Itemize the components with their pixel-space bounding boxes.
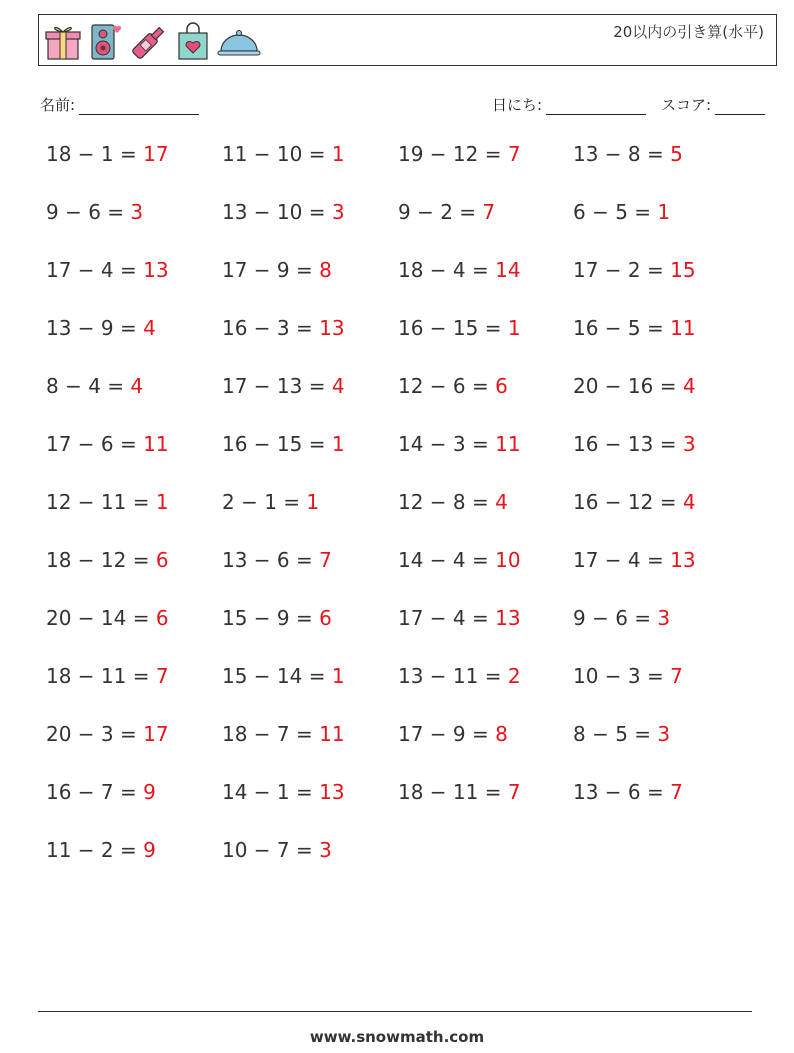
problem-item bbox=[398, 258, 521, 282]
problem-answer: 4 bbox=[143, 316, 156, 340]
problem-expression: 2 − 1 = bbox=[222, 490, 307, 514]
problem-item bbox=[573, 722, 670, 746]
problem-answer: 11 bbox=[319, 722, 345, 746]
problem-item bbox=[46, 780, 156, 804]
problem-item bbox=[222, 664, 345, 688]
problem-expression: 16 − 15 = bbox=[222, 432, 332, 456]
problem-answer: 2 bbox=[507, 664, 521, 688]
problem-expression: 13 − 11 = bbox=[398, 664, 508, 688]
problem-item bbox=[573, 200, 670, 224]
problem-item bbox=[46, 722, 169, 746]
problem-item bbox=[222, 316, 345, 340]
problem-expression: 14 − 1 = bbox=[222, 780, 320, 804]
problem-expression: 11 − 2 = bbox=[46, 838, 144, 862]
problem-answer: 3 bbox=[657, 606, 671, 630]
problem-answer: 4 bbox=[682, 490, 696, 514]
shopping-bag-icon bbox=[176, 21, 210, 61]
problem-item bbox=[46, 316, 156, 340]
problem-expression: 9 − 2 = bbox=[398, 200, 483, 224]
score-field[interactable] bbox=[661, 94, 765, 115]
problem-answer: 3 bbox=[331, 200, 345, 224]
problem-answer: 8 bbox=[495, 722, 508, 746]
problem-item bbox=[222, 200, 345, 224]
problem-item bbox=[398, 606, 521, 630]
gift-icon bbox=[44, 21, 82, 61]
problem-answer: 13 bbox=[319, 316, 345, 340]
problem-row bbox=[46, 548, 766, 588]
footer-url[interactable]: www.snowmath.com bbox=[309, 1028, 485, 1046]
problem-answer: 7 bbox=[319, 548, 332, 572]
problem-expression: 17 − 13 = bbox=[222, 374, 332, 398]
problem-expression: 14 − 3 = bbox=[398, 432, 496, 456]
problem-item bbox=[222, 432, 345, 456]
problem-expression: 15 − 9 = bbox=[222, 606, 320, 630]
problem-expression: 18 − 12 = bbox=[46, 548, 156, 572]
problem-answer: 13 bbox=[319, 780, 345, 804]
problem-answer: 14 bbox=[495, 258, 521, 282]
problem-answer: 6 bbox=[155, 548, 169, 572]
problem-answer: 3 bbox=[130, 200, 144, 224]
problem-answer: 1 bbox=[306, 490, 320, 514]
problem-expression: 16 − 3 = bbox=[222, 316, 320, 340]
problem-item bbox=[573, 432, 696, 456]
problem-row bbox=[46, 258, 766, 298]
problem-item bbox=[222, 780, 345, 804]
problem-answer: 9 bbox=[143, 838, 156, 862]
problem-item bbox=[398, 374, 508, 398]
problem-answer: 1 bbox=[331, 142, 345, 166]
problem-expression: 8 − 4 = bbox=[46, 374, 131, 398]
problem-expression: 17 − 4 = bbox=[398, 606, 496, 630]
problem-item bbox=[573, 142, 683, 166]
problem-item bbox=[46, 374, 143, 398]
problem-item bbox=[573, 780, 683, 804]
problem-row bbox=[46, 142, 766, 182]
problem-item bbox=[398, 316, 521, 340]
wine-bottle-icon bbox=[130, 21, 170, 61]
problem-answer: 17 bbox=[143, 142, 169, 166]
problem-expression: 20 − 16 = bbox=[573, 374, 683, 398]
problem-expression: 17 − 2 = bbox=[573, 258, 671, 282]
problem-expression: 18 − 11 = bbox=[46, 664, 156, 688]
problem-item bbox=[222, 722, 345, 746]
problem-expression: 18 − 4 = bbox=[398, 258, 496, 282]
footer-divider bbox=[38, 1011, 752, 1012]
problem-answer: 7 bbox=[670, 664, 683, 688]
problem-row bbox=[46, 374, 766, 414]
name-label: 名前: bbox=[40, 96, 76, 114]
problem-expression: 12 − 11 = bbox=[46, 490, 156, 514]
problem-item bbox=[573, 606, 670, 630]
problem-item bbox=[398, 722, 508, 746]
problem-answer: 13 bbox=[495, 606, 521, 630]
problem-answer: 7 bbox=[482, 200, 496, 224]
problem-answer: 5 bbox=[670, 142, 683, 166]
problem-item bbox=[46, 142, 169, 166]
problem-row bbox=[46, 490, 766, 530]
problem-item bbox=[46, 838, 156, 862]
problem-item bbox=[398, 432, 521, 456]
problem-item bbox=[222, 490, 319, 514]
cloche-icon bbox=[216, 21, 262, 61]
problem-expression: 13 − 6 = bbox=[573, 780, 671, 804]
problem-expression: 15 − 14 = bbox=[222, 664, 332, 688]
problem-answer: 7 bbox=[507, 142, 521, 166]
problem-item bbox=[46, 606, 169, 630]
problem-item bbox=[222, 374, 345, 398]
problem-item bbox=[398, 664, 521, 688]
problem-answer: 6 bbox=[155, 606, 169, 630]
name-blank[interactable] bbox=[79, 100, 199, 115]
date-field[interactable] bbox=[492, 94, 646, 115]
problem-item bbox=[573, 258, 696, 282]
problem-expression: 16 − 5 = bbox=[573, 316, 671, 340]
problem-answer: 17 bbox=[143, 722, 169, 746]
problem-item bbox=[222, 548, 332, 572]
problem-answer: 7 bbox=[670, 780, 683, 804]
problem-expression: 10 − 7 = bbox=[222, 838, 320, 862]
problem-expression: 17 − 4 = bbox=[46, 258, 144, 282]
problem-expression: 20 − 3 = bbox=[46, 722, 144, 746]
problem-answer: 13 bbox=[670, 548, 696, 572]
problem-item bbox=[222, 606, 332, 630]
problem-answer: 1 bbox=[657, 200, 671, 224]
problem-answer: 11 bbox=[670, 316, 696, 340]
problem-expression: 12 − 8 = bbox=[398, 490, 496, 514]
problem-expression: 16 − 7 = bbox=[46, 780, 144, 804]
problem-answer: 9 bbox=[143, 780, 156, 804]
problem-item bbox=[398, 200, 495, 224]
problem-item bbox=[398, 548, 521, 572]
problem-item bbox=[398, 142, 521, 166]
problem-item bbox=[46, 258, 169, 282]
problem-item bbox=[573, 374, 696, 398]
problem-item bbox=[398, 490, 508, 514]
problem-row bbox=[46, 664, 766, 704]
problem-answer: 4 bbox=[495, 490, 508, 514]
problem-expression: 14 − 4 = bbox=[398, 548, 496, 572]
icon-strip bbox=[44, 19, 262, 63]
problem-row bbox=[46, 316, 766, 356]
problem-expression: 11 − 10 = bbox=[222, 142, 332, 166]
problem-answer: 3 bbox=[657, 722, 671, 746]
problem-expression: 6 − 5 = bbox=[573, 200, 658, 224]
problem-expression: 17 − 9 = bbox=[398, 722, 496, 746]
problem-item bbox=[398, 780, 521, 804]
problem-answer: 4 bbox=[331, 374, 345, 398]
problem-expression: 16 − 15 = bbox=[398, 316, 508, 340]
problem-expression: 9 − 6 = bbox=[573, 606, 658, 630]
problem-item bbox=[573, 490, 696, 514]
problem-item bbox=[46, 490, 169, 514]
problem-item bbox=[46, 548, 169, 572]
problem-expression: 17 − 6 = bbox=[46, 432, 144, 456]
problem-item bbox=[222, 142, 345, 166]
problem-answer: 1 bbox=[331, 432, 345, 456]
problem-item bbox=[573, 548, 696, 572]
problem-answer: 3 bbox=[319, 838, 332, 862]
problem-expression: 13 − 9 = bbox=[46, 316, 144, 340]
problem-row bbox=[46, 432, 766, 472]
problem-item bbox=[222, 838, 332, 862]
problem-expression: 13 − 8 = bbox=[573, 142, 671, 166]
problem-answer: 6 bbox=[495, 374, 508, 398]
problem-answer: 11 bbox=[495, 432, 521, 456]
problem-answer: 4 bbox=[682, 374, 696, 398]
problem-expression: 18 − 1 = bbox=[46, 142, 144, 166]
problem-answer: 8 bbox=[319, 258, 332, 282]
problem-expression: 16 − 12 = bbox=[573, 490, 683, 514]
problem-expression: 8 − 5 = bbox=[573, 722, 658, 746]
problem-expression: 13 − 6 = bbox=[222, 548, 320, 572]
problem-item bbox=[573, 664, 683, 688]
date-blank[interactable] bbox=[546, 100, 646, 115]
problem-answer: 10 bbox=[495, 548, 521, 572]
problem-row bbox=[46, 780, 766, 820]
problem-row bbox=[46, 606, 766, 646]
name-field[interactable] bbox=[40, 94, 199, 115]
score-label: スコア: bbox=[661, 96, 712, 114]
problem-answer: 7 bbox=[155, 664, 169, 688]
problem-expression: 20 − 14 = bbox=[46, 606, 156, 630]
problem-item bbox=[46, 432, 169, 456]
problem-item bbox=[222, 258, 332, 282]
problem-answer: 15 bbox=[670, 258, 696, 282]
problem-expression: 16 − 13 = bbox=[573, 432, 683, 456]
problem-expression: 17 − 9 = bbox=[222, 258, 320, 282]
score-blank[interactable] bbox=[715, 100, 765, 115]
problem-answer: 1 bbox=[331, 664, 345, 688]
worksheet-header bbox=[38, 14, 777, 66]
problem-expression: 13 − 10 = bbox=[222, 200, 332, 224]
problem-item bbox=[573, 316, 696, 340]
speaker-icon bbox=[88, 21, 124, 61]
problem-answer: 3 bbox=[682, 432, 696, 456]
problem-expression: 10 − 3 = bbox=[573, 664, 671, 688]
problem-row bbox=[46, 722, 766, 762]
date-label: 日にち: bbox=[492, 96, 543, 114]
problem-item bbox=[46, 664, 169, 688]
problem-expression: 18 − 7 = bbox=[222, 722, 320, 746]
problem-answer: 6 bbox=[319, 606, 332, 630]
problem-answer: 1 bbox=[155, 490, 169, 514]
problem-expression: 9 − 6 = bbox=[46, 200, 131, 224]
problem-expression: 12 − 6 = bbox=[398, 374, 496, 398]
problem-expression: 18 − 11 = bbox=[398, 780, 508, 804]
problem-expression: 17 − 4 = bbox=[573, 548, 671, 572]
problem-answer: 11 bbox=[143, 432, 169, 456]
problem-answer: 7 bbox=[507, 780, 521, 804]
worksheet-title: 20以内の引き算(水平) bbox=[613, 23, 764, 41]
problem-row bbox=[46, 838, 766, 878]
problem-answer: 1 bbox=[507, 316, 521, 340]
problem-item bbox=[46, 200, 143, 224]
problem-answer: 13 bbox=[143, 258, 169, 282]
problem-expression: 19 − 12 = bbox=[398, 142, 508, 166]
problem-row bbox=[46, 200, 766, 240]
problem-answer: 4 bbox=[130, 374, 144, 398]
